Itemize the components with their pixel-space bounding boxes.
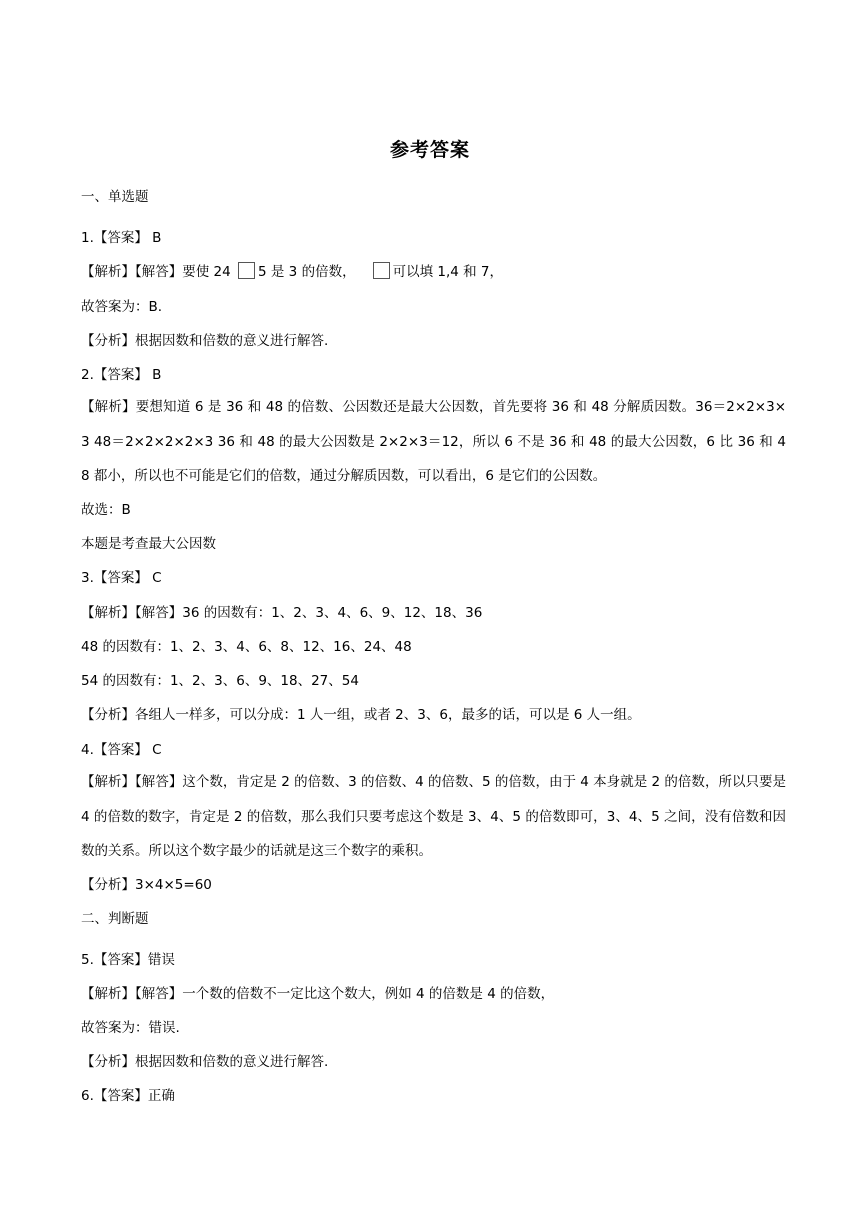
q5-conclusion: 故答案为：错误. — [81, 1020, 180, 1036]
q2-explanation: 【解析】要想知道 6 是 36 和 48 的倍数、公因数还是最大公因数，首先要将 36 和 48 分解质因数。36＝2×2×3×3 48＝2×2×2×2×3 36 和 48 的最大公因数是 2×2×3＝12，所以 6 不是 36 和 48 的最大公因数，6 比 36 和 48 都小，所以也不可能是它们的倍数，通过分解质因数，可以看出，6 是它们的公因数。 — [81, 399, 786, 484]
q1-conclusion: 故答案为：B. — [81, 299, 163, 315]
q6-answer: 6.【答案】正确 — [81, 1088, 175, 1104]
section-heading-single-choice: 一、单选题 — [81, 189, 149, 205]
q5-analysis: 【分析】根据因数和倍数的意义进行解答. — [81, 1054, 329, 1070]
q3-explanation-48: 48 的因数有：1、2、3、4、6、8、12、16、24、48 — [81, 639, 412, 655]
page-title: 参考答案 — [389, 139, 470, 161]
q2-note: 本题是考查最大公因数 — [81, 536, 216, 552]
q1-explanation-part-b: 5 是 3 的倍数， — [258, 264, 356, 280]
section-heading-judgment: 二、判断题 — [81, 911, 149, 927]
q1-explanation-part-c: 可以填 1,4 和 7， — [392, 264, 504, 280]
q1-explanation-part-a: 【解析】【解答】要使 24 — [81, 264, 236, 280]
q3-analysis: 【分析】各组人一样多，可以分成：1 人一组，或者 2、3、6，最多的话，可以是 6 人一组。 — [81, 707, 641, 723]
q3-answer: 3.【答案】 C — [81, 570, 162, 586]
q1-explanation — [81, 262, 791, 282]
q3-explanation-36: 【解析】【解答】36 的因数有：1、2、3、4、6、9、12、18、36 — [81, 605, 483, 621]
q1-answer: 1.【答案】 B — [81, 230, 162, 246]
q2-choice: 故选：B — [81, 502, 131, 518]
q1-analysis: 【分析】根据因数和倍数的意义进行解答. — [81, 333, 329, 349]
blank-box-icon — [373, 262, 390, 279]
q3-explanation-54: 54 的因数有：1、2、3、6、9、18、27、54 — [81, 673, 359, 689]
q5-explanation: 【解析】【解答】一个数的倍数不一定比这个数大，例如 4 的倍数是 4 的倍数， — [81, 986, 555, 1002]
q4-answer: 4.【答案】 C — [81, 742, 162, 758]
q5-answer: 5.【答案】错误 — [81, 952, 175, 968]
blank-box-icon — [238, 262, 255, 279]
q4-analysis: 【分析】3×4×5=60 — [81, 877, 212, 893]
q4-explanation: 【解析】【解答】这个数，肯定是 2 的倍数、3 的倍数、4 的倍数、5 的倍数，由于 4 本身就是 2 的倍数，所以只要是 4 的倍数的数字，肯定是 2 的倍数，那么我们只要考虑这个数是 3、4、5 的倍数即可，3、4、5 之间，没有倍数和因数的关系。所以这个数字最少的话就是这三个数字的乘积。 — [81, 774, 786, 859]
q2-answer: 2.【答案】 B — [81, 367, 162, 383]
